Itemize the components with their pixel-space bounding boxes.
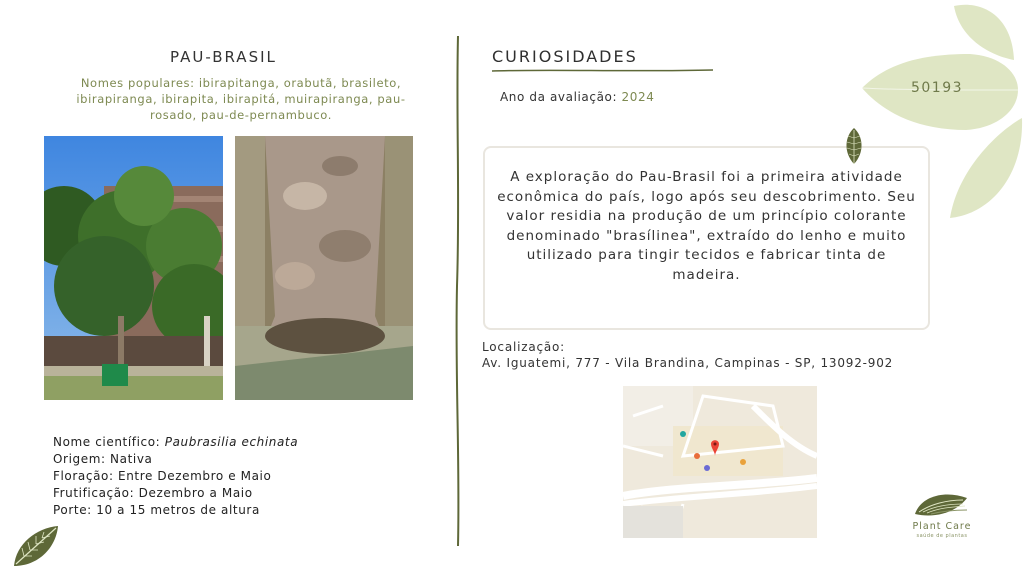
location-map[interactable]	[623, 386, 817, 538]
curiosities-title: CURIOSIDADES	[492, 47, 638, 66]
location-address: Av. Iguatemi, 777 - Vila Brandina, Campinas - SP, 13092-902	[482, 356, 894, 370]
location-label: Localização:	[482, 340, 566, 354]
tree-photo	[44, 136, 223, 400]
logo-tagline: saúde de plantas	[916, 533, 968, 539]
year-value: 2024	[621, 90, 655, 104]
flowering-row: Floração: Entre Dezembro e Maio	[53, 469, 272, 483]
box-leaf-icon	[843, 126, 865, 166]
evaluation-year	[500, 90, 655, 104]
curiosity-text: A exploração do Pau-Brasil foi a primeira atividade econômica do país, logo após seu descobrimento. Seu valor residia na produção de um princípio colorante denominado "brasílinea", extraído do lenho e muito utilizado para tingir tecidos e fabricar tinta de madeira.	[497, 169, 916, 283]
size-row: Porte: 10 a 15 metros de altura	[53, 503, 260, 517]
title-underline	[490, 66, 715, 76]
leaf-icon	[10, 522, 62, 570]
origin-row: Origem: Nativa	[53, 452, 153, 466]
popular-names: Nomes populares: ibirapitanga, orabutã, brasileto, ibirapiranga, ibirapita, ibirapitá, muirapiranga, pau-rosado, pau-de-pernambuco.	[76, 76, 406, 122]
plant-code: 50193	[910, 80, 964, 96]
scientific-name-row	[53, 434, 298, 451]
logo-name: Plant Care	[912, 521, 972, 532]
year-label: Ano da avaliação:	[500, 90, 618, 104]
trunk-photo	[235, 136, 413, 400]
scientific-name-label: Nome científico:	[53, 435, 161, 449]
scientific-name-value: Paubrasilia echinata	[164, 435, 299, 449]
plant-facts	[53, 434, 298, 519]
curiosity-box	[483, 146, 930, 330]
plant-title: PAU-BRASIL	[170, 48, 277, 66]
fruiting-row: Frutificação: Dezembro a Maio	[53, 486, 253, 500]
column-divider	[454, 36, 462, 546]
